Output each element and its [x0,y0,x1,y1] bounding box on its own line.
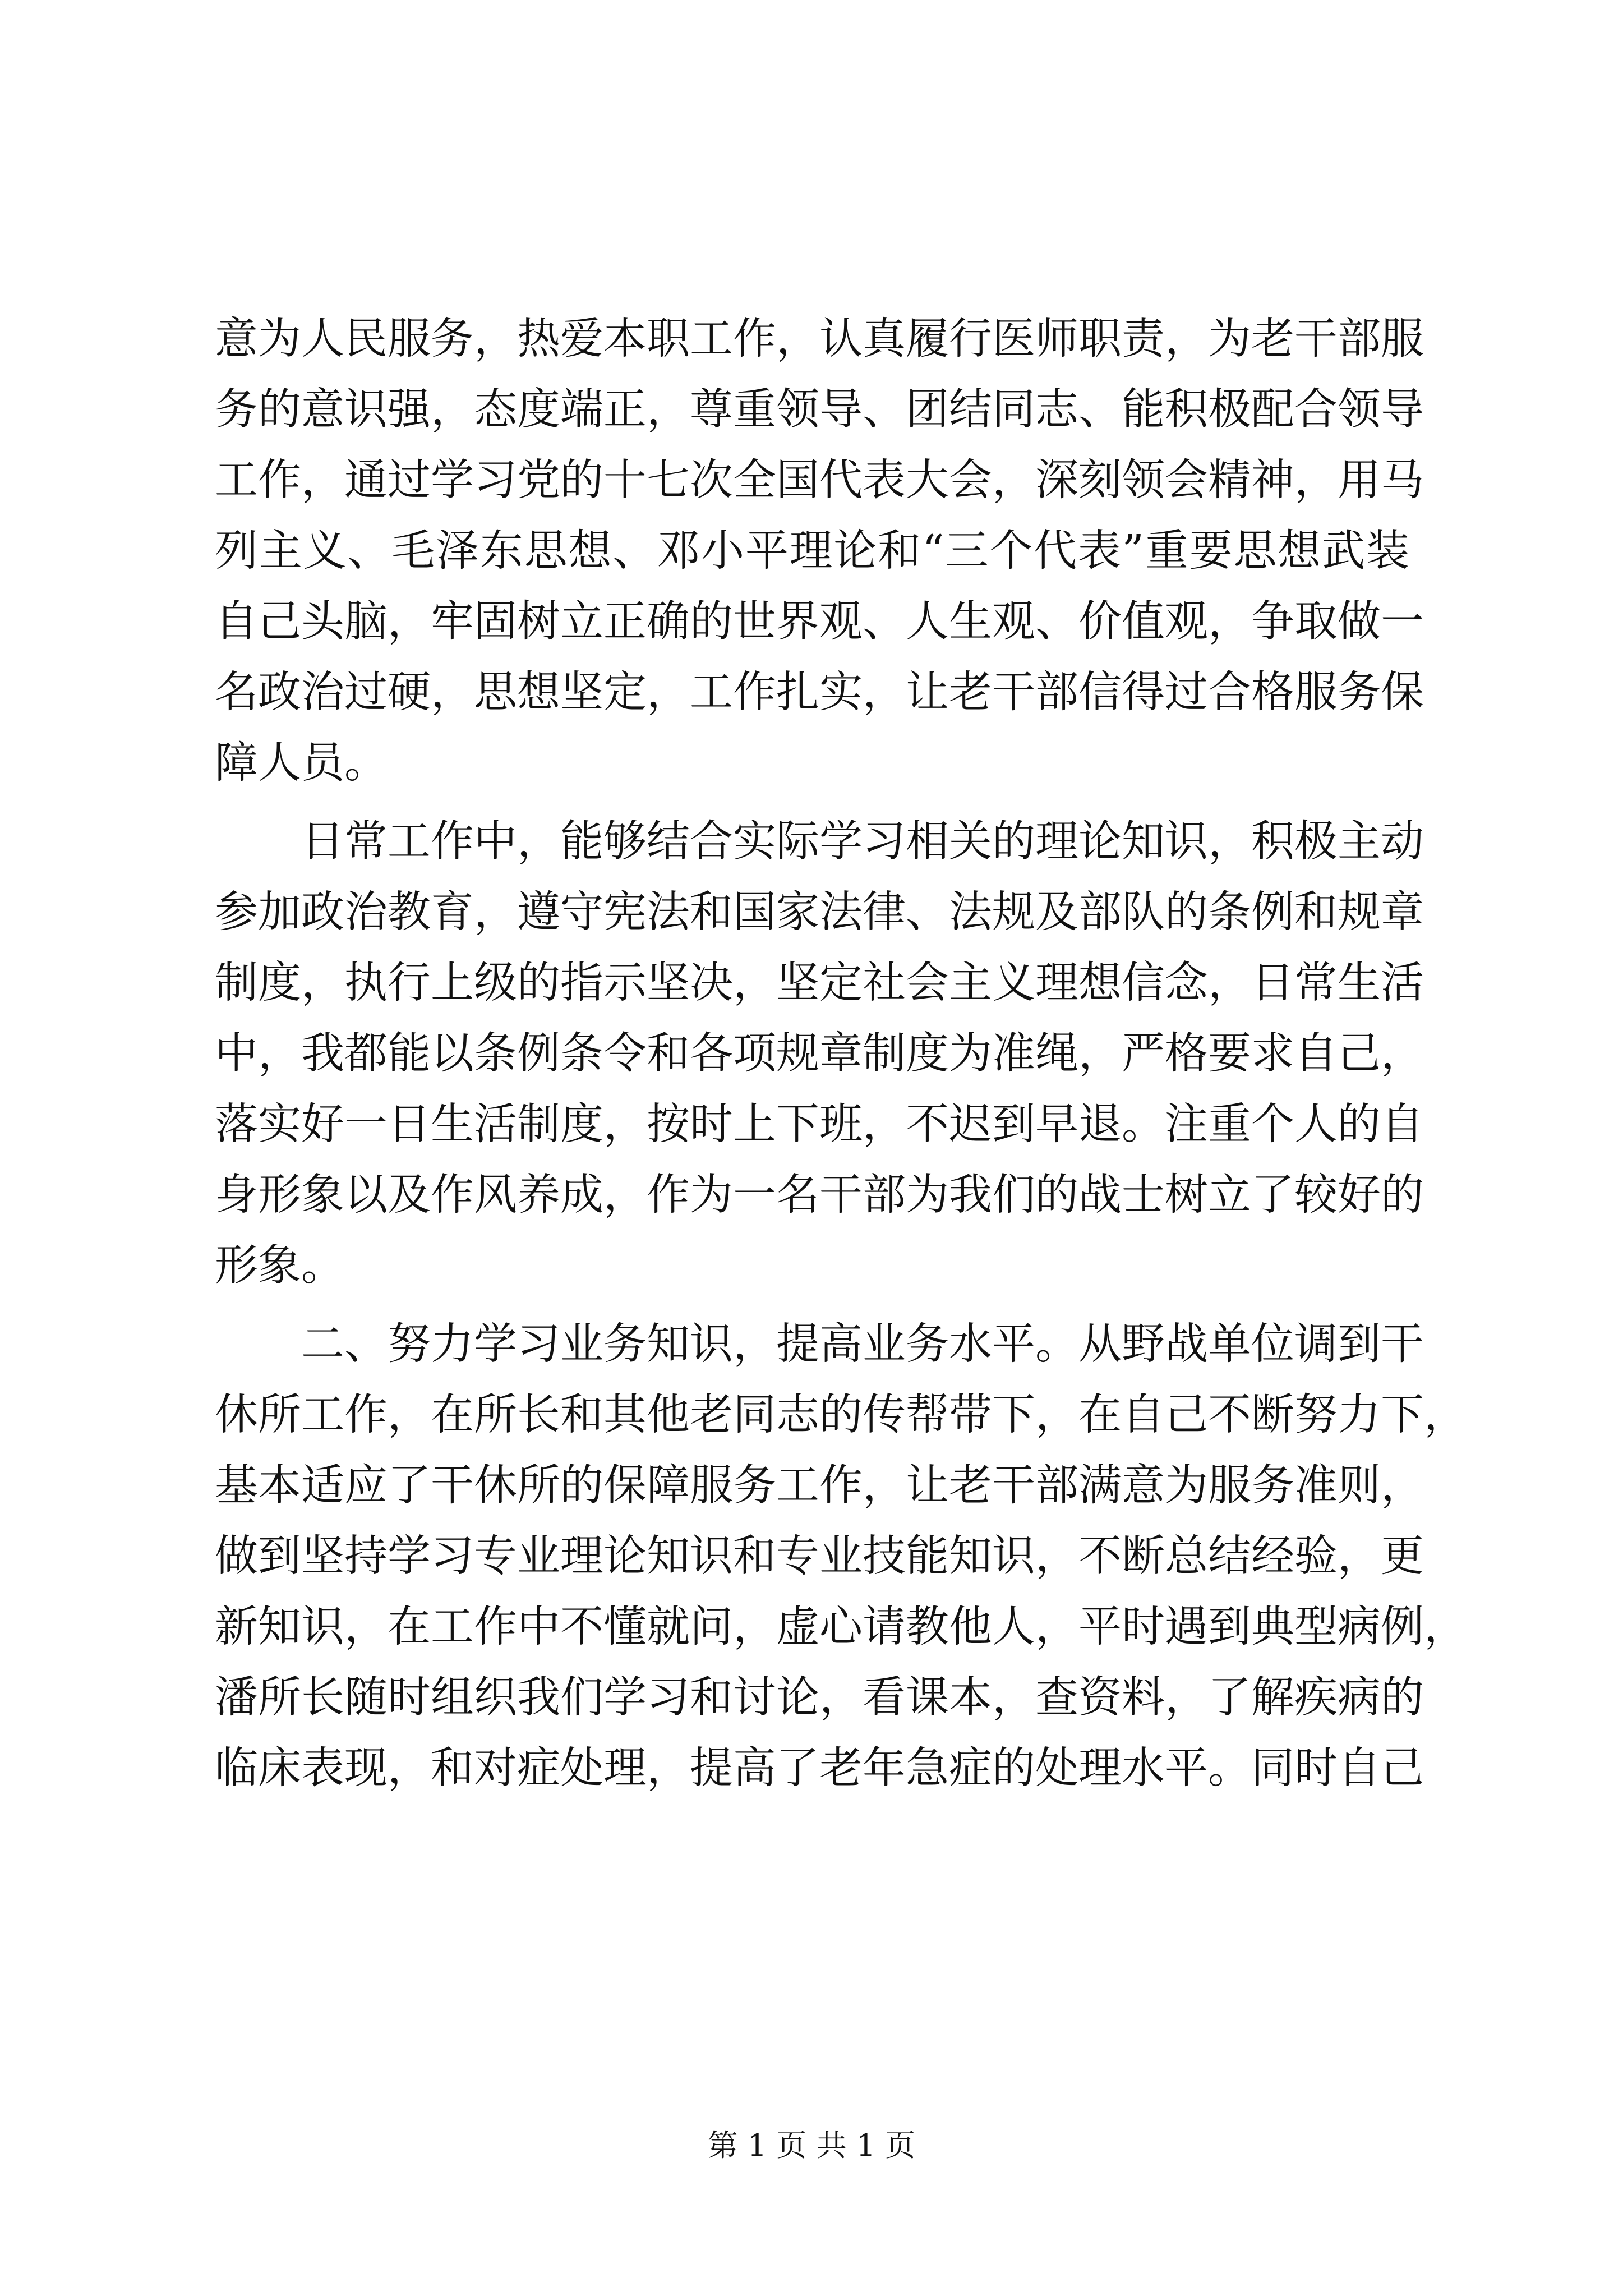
text-line: 二、努力学习业务知识，提高业务水平。从野战单位调到干 [215,1319,1424,1369]
text-line: 临床表现，和对症处理，提高了老年急症的处理水平。同时自己 [215,1743,1424,1793]
text-line: 工作，通过学习党的十七次全国代表大会，深刻领会精神，用马 [215,455,1424,505]
text-line: 新知识，在工作中不懂就问，虚心请教他人，平时遇到典型病例， [215,1602,1467,1652]
text-line: 基本适应了干休所的保障服务工作，让老干部满意为服务准则， [215,1461,1424,1511]
page-footer: 第 1 页 共 1 页 [707,2128,916,2163]
text-line: 障人员。 [215,738,388,788]
text-line: 日常工作中，能够结合实际学习相关的理论知识，积极主动 [215,817,1424,867]
text-line: 制度，执行上级的指示坚决，坚定社会主义理想信念，日常生活 [215,958,1424,1008]
text-line: 自己头脑，牢固树立正确的世界观、人生观、价值观，争取做一 [215,597,1424,647]
text-line: 身形象以及作风养成，作为一名干部为我们的战士树立了较好的 [215,1170,1424,1220]
paragraph-gap [215,799,1409,807]
text-line: 休所工作，在所长和其他老同志的传帮带下，在自己不断努力下， [215,1390,1467,1440]
document-body [215,304,1467,1804]
text-line: 列主义、毛泽东思想、邓小平理论和“三个代表”重要思想武装 [215,526,1409,576]
text-line: 潘所长随时组织我们学习和讨论，看课本，查资料，了解疾病的 [215,1673,1424,1723]
text-line: 中，我都能以条例条令和各项规章制度为准绳，严格要求自己， [215,1029,1424,1079]
text-line: 名政治过硬，思想坚定，工作扎实，让老干部信得过合格服务保 [215,668,1424,717]
text-line: 落实好一日生活制度，按时上下班，不迟到早退。注重个人的自 [215,1099,1424,1149]
text-line: 参加政治教育，遵守宪法和国家法律、法规及部队的条例和规章 [215,887,1424,937]
paragraph-gap [215,1301,1409,1309]
text-line: 务的意识强，态度端正，尊重领导、团结同志、能积极配合领导 [215,385,1424,435]
text-line: 形象。 [215,1241,344,1291]
text-line: 做到坚持学习专业理论知识和专业技能知识，不断总结经验，更 [215,1531,1424,1581]
text-line: 意为人民服务，热爱本职工作，认真履行医师职责，为老干部服 [215,314,1424,364]
